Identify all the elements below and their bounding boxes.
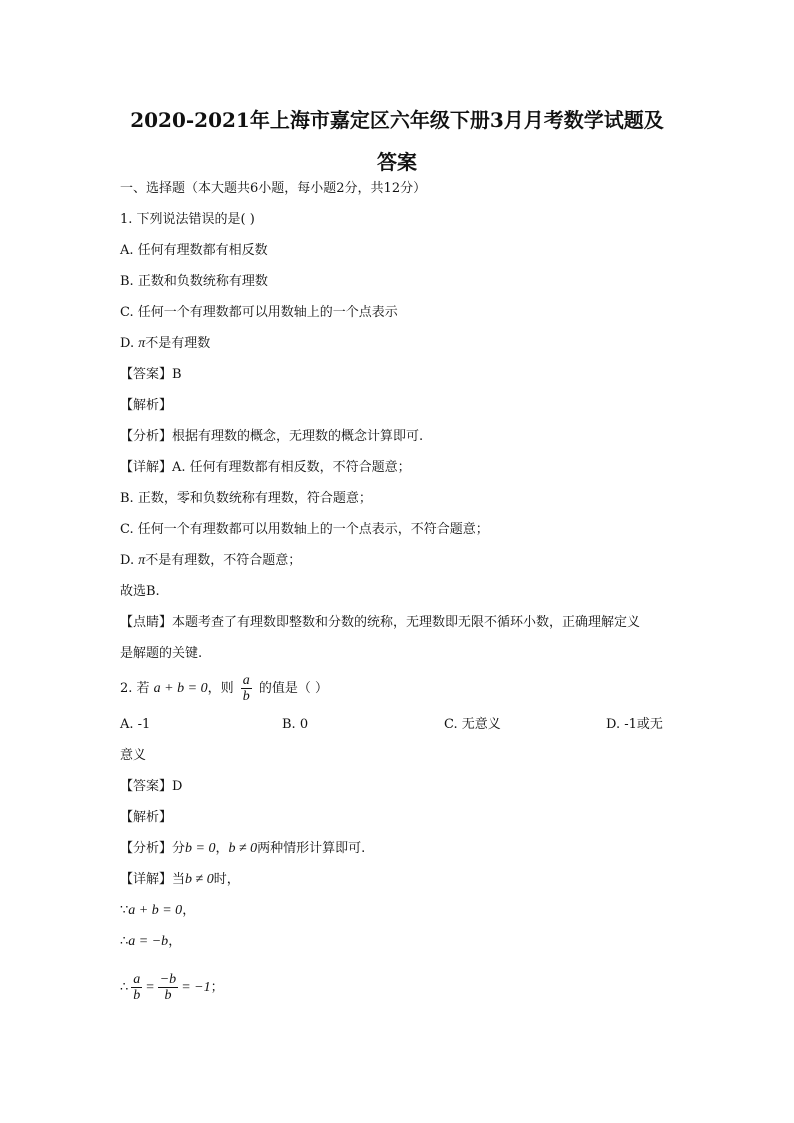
- q1-choose: 故选B.: [120, 584, 160, 599]
- q2-fenxi: [120, 840, 365, 858]
- q1-fenxi: 【分析】根据有理数的概念，无理数的概念计算即可.: [120, 429, 424, 444]
- q2-therefore-end-1: ，: [168, 934, 182, 949]
- q1-option-d-label: D.: [120, 336, 139, 351]
- fraction-denominator: b: [133, 988, 141, 1003]
- q2-because-line: [120, 902, 195, 920]
- q1-stem: 1. 下列说法错误的是( ): [120, 212, 255, 227]
- q2-detail-eq: b ≠ 0: [185, 872, 214, 887]
- q1-answer: 【答案】B: [120, 367, 182, 382]
- q2-stem-suffix: 的值是（ ）: [254, 681, 328, 696]
- q1-detail-4-label: D.: [120, 553, 139, 568]
- fraction-numerator: −b: [159, 972, 177, 987]
- q1-option-b: B. 正数和负数统称有理数: [120, 274, 268, 289]
- fraction-numerator: a: [242, 673, 250, 688]
- q2-fenxi-eq-1: b = 0: [185, 841, 216, 856]
- fraction-denominator: b: [242, 689, 250, 704]
- line-end-punctuation: ；: [210, 980, 224, 995]
- q1-dianjing-line-2: 是解题的关键.: [120, 646, 203, 661]
- fraction-neg-b-over-b: [158, 972, 178, 1003]
- q2-fenxi-suffix: 两种情形计算即可.: [257, 841, 366, 856]
- q2-detail-prefix: 【详解】当: [120, 872, 186, 887]
- document-title-line-1: 2020-2021年上海市嘉定区六年级下册3月月考数学试题及: [130, 108, 664, 132]
- q1-dianjing-line-1: 【点睛】本题考查了有理数即整数和分数的统称，无理数即无限不循环小数，正确理解定义: [120, 615, 641, 630]
- q2-detail: [120, 871, 240, 889]
- fraction-numerator: a: [133, 972, 141, 987]
- equals-sign: =: [145, 980, 155, 995]
- q2-option-d: D. -1或无: [606, 717, 663, 732]
- q2-because-eq: a + b = 0: [128, 903, 183, 918]
- q1-detail-3: C. 任何一个有理数都可以用数轴上的一个点表示，不符合题意；: [120, 522, 489, 537]
- q1-detail-4: [120, 552, 301, 570]
- q2-answer: 【答案】D: [120, 779, 183, 794]
- section-heading: 一、选择题（本大题共6小题，每小题2分，共12分）: [120, 181, 427, 196]
- q1-option-a: A. 任何有理数都有相反数: [120, 243, 268, 258]
- q1-analysis-heading: 【解析】: [120, 398, 173, 413]
- pi-symbol: π: [138, 336, 146, 351]
- fraction-a-over-b: [131, 972, 142, 1003]
- q2-analysis-heading: 【解析】: [120, 810, 173, 825]
- q2-option-d-continued: 意义: [120, 748, 147, 763]
- q1-detail-1: 【详解】A. 任何有理数都有相反数，不符合题意；: [120, 460, 411, 475]
- q1-option-c: C. 任何一个有理数都可以用数轴上的一个点表示: [120, 305, 398, 320]
- q2-fenxi-sep: ，: [215, 841, 229, 856]
- q2-fenxi-eq-2: b ≠ 0: [228, 841, 258, 856]
- q2-stem-mid: ，则: [207, 681, 238, 696]
- therefore-symbol: ∴: [120, 980, 129, 995]
- q2-therefore-line-1: [120, 933, 181, 951]
- pi-symbol: π: [138, 553, 146, 568]
- q2-therefore-line-2: [120, 972, 224, 1003]
- q1-detail-2: B. 正数，零和负数统称有理数，符合题意；: [120, 491, 372, 506]
- q2-fraction: [241, 673, 252, 704]
- q1-detail-4-text: 不是有理数，不符合题意；: [145, 553, 302, 568]
- q1-option-d-text: 不是有理数: [145, 336, 211, 351]
- q2-option-b: B. 0: [282, 717, 309, 732]
- q2-stem-prefix: 2. 若: [120, 681, 154, 696]
- q2-detail-suffix: 时，: [213, 872, 240, 887]
- q2-option-c: C. 无意义: [444, 717, 501, 732]
- fraction-denominator: b: [164, 988, 172, 1003]
- because-symbol: ∵: [120, 903, 129, 918]
- q2-stem-equation: a + b = 0: [153, 681, 208, 696]
- q1-option-d: [120, 335, 210, 353]
- therefore-symbol: ∴: [120, 934, 129, 949]
- q2-therefore-eq-1: a = −b: [128, 934, 169, 949]
- result-expression: = −1: [181, 980, 211, 995]
- q2-because-end: ，: [182, 903, 196, 918]
- document-title-line-2: 答案: [377, 150, 417, 174]
- q2-stem: [120, 673, 328, 704]
- q2-option-a: A. -1: [120, 717, 151, 732]
- q2-fenxi-prefix: 【分析】分: [120, 841, 186, 856]
